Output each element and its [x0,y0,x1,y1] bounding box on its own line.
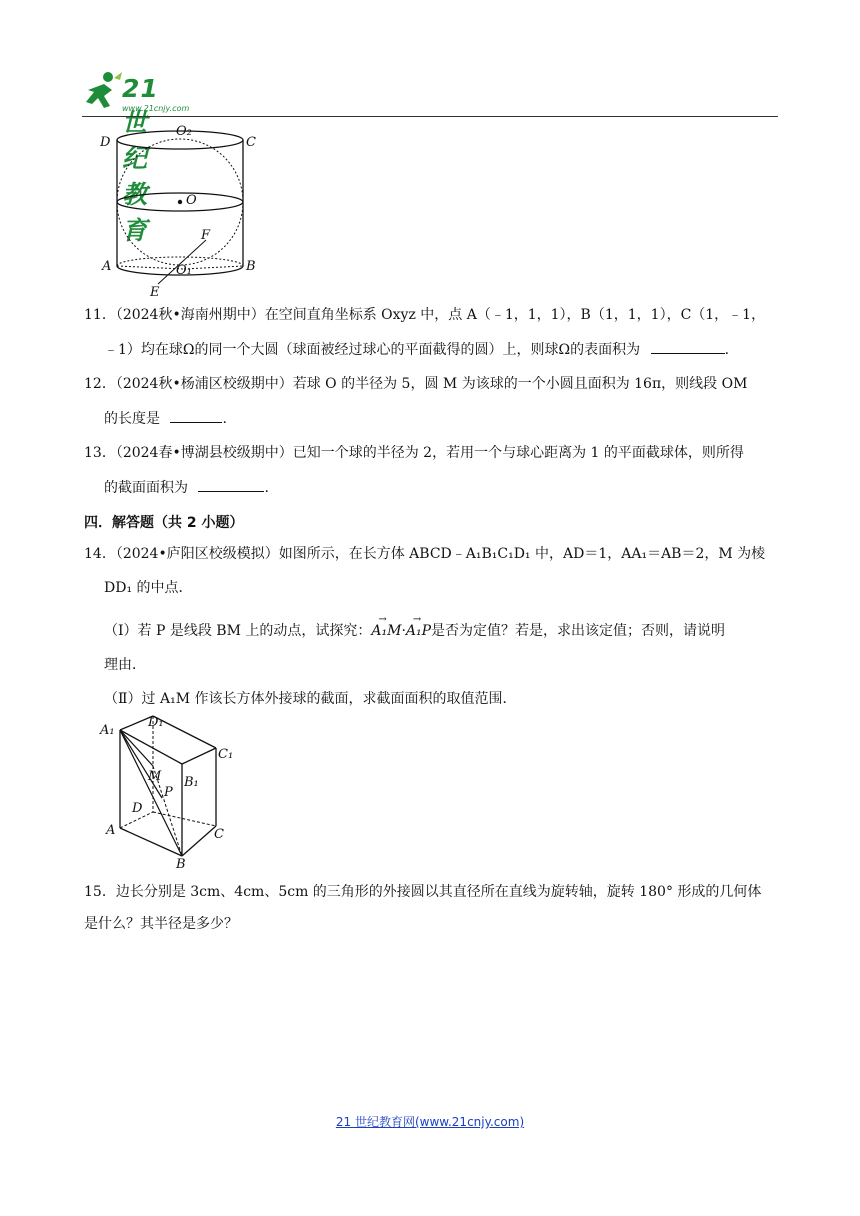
question-text: 的截面面积为 [104,480,188,496]
vector-label: A₁M [371,623,402,639]
question-text: 已知一个球的半径为 2，若用一个与球心距离为 1 的平面截球体，则所得 [292,445,744,461]
question-source: （2024•庐阳区校级模拟） [115,546,279,562]
label-O1: O₁ [176,263,192,278]
vector-A1M [371,614,402,639]
label-F: F [201,228,211,243]
question-text: 若球 O 的半径为 5，圆 M 为该球的一个小圆且面积为 16π，则线段 OM [292,376,748,392]
question-12-line2 [104,410,227,427]
question-14-part1-cont [104,657,146,673]
question-14-line2 [104,580,193,596]
vector-label: A₁P [405,623,432,639]
logo-text: 21世纪教育 [122,74,159,245]
label-C1: C₁ [218,747,234,762]
question-15-line1 [84,884,761,900]
question-12-line1 [84,376,747,392]
label-E: E [150,285,160,300]
label-C: C [246,135,256,150]
label-O: O [186,193,197,208]
label-A: A [106,823,116,838]
answer-blank[interactable] [170,410,222,423]
question-number: 14． [84,546,116,562]
question-15-line2 [84,916,238,932]
label-C: C [214,827,224,842]
label-D: D [100,135,111,150]
question-13-line2 [104,479,269,496]
answer-blank[interactable] [651,341,725,354]
question-tail: . [264,480,269,496]
question-source: （2024春•博湖县校级期中） [115,445,293,461]
part1-text: （Ⅰ）若 P 是线段 BM 上的动点，试探究： [104,623,372,639]
label-D1: D₁ [148,715,164,730]
question-text: 如图所示，在长方体 ABCD﹣A₁B₁C₁D₁ 中，AD＝1，AA₁＝AB＝2，M 为棱 [278,546,766,562]
question-14-part1 [104,614,726,639]
question-tail: . [222,411,227,427]
label-B: B [246,259,256,274]
label-P: P [164,785,173,800]
header-divider [82,116,778,117]
vector-arrow-icon: → [412,614,422,625]
question-text: 是什么？其半径是多少？ [84,916,238,932]
label-B1: B₁ [184,775,199,790]
dot-operator: · [401,623,406,639]
question-text: 的长度是 [104,411,160,427]
question-number: 12． [84,376,116,392]
question-14-part2 [104,691,516,707]
cylinder-sphere-figure [96,122,266,300]
question-11-line1 [84,307,765,323]
label-D: D [132,801,143,816]
question-14-line1 [84,546,765,562]
vector-A1P [405,614,432,639]
question-number: 11． [84,307,116,323]
label-M: M [148,769,162,784]
label-A: A [102,259,112,274]
part1-text: 理由． [104,657,146,673]
question-text: ﹣1）均在球Ω的同一个大圆（球面被经过球心的平面截得的圆）上，则球Ω的表面积为 [104,342,641,358]
footer-link[interactable]: 21 世纪教育网(www.21cnjy.com) [335,1115,525,1129]
section-heading: 四．解答题（共 2 小题） [84,515,244,531]
label-A1: A₁ [100,723,115,738]
question-source: （2024秋•海南州期中） [115,307,265,323]
question-text: 边长分别是 3cm、4cm、5cm 的三角形的外接圆以其直径所在直线为旋转轴，旋转 180° 形成的几何体 [115,884,762,900]
question-number: 15． [84,884,116,900]
question-source: （2024秋•杨浦区校级期中） [115,376,293,392]
question-11-line2 [104,341,729,358]
label-O2: O₂ [176,124,192,139]
question-number: 13． [84,445,116,461]
part2-text: （Ⅱ）过 A₁M 作该长方体外接球的截面，求截面面积的取值范围． [104,691,517,707]
logo-url: www.21cnjy.com [122,104,190,113]
question-text: DD₁ 的中点． [104,580,193,596]
cuboid-figure [98,714,238,872]
label-B: B [176,857,186,872]
question-text: 在空间直角坐标系 Oxyz 中，点 A（﹣1，1，1），B（1，1，1），C（1，﹣1， [264,307,766,323]
logo-runner-icon [80,70,124,112]
question-13-line1 [84,445,744,461]
question-tail: . [724,342,730,358]
answer-blank[interactable] [198,479,264,492]
part1-text: 是否为定值？若是，求出该定值；否则，请说明 [431,623,726,639]
vector-arrow-icon: → [378,614,387,625]
